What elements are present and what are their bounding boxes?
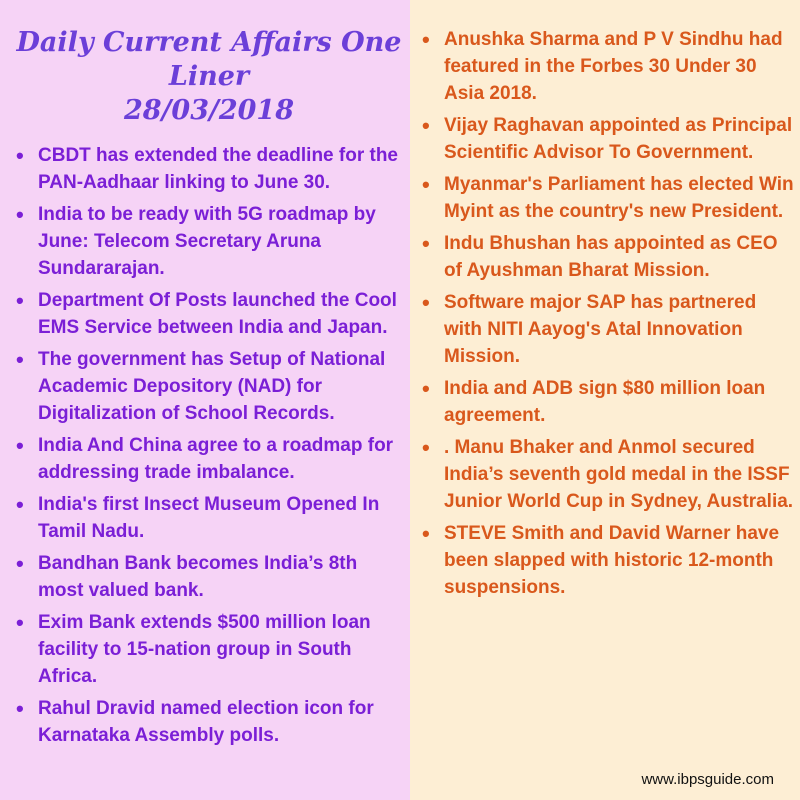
- page-title: [14, 26, 404, 128]
- title-line-1: Daily Current Affairs One Liner: [16, 27, 402, 92]
- list-item: [420, 289, 796, 370]
- list-item: [14, 432, 404, 486]
- footer-website: www.ibpsguide.com: [641, 771, 774, 788]
- bullet-icon: •: [16, 202, 24, 227]
- bullet-icon: •: [16, 347, 24, 372]
- list-item-text: Anushka Sharma and P V Sindhu had featured in the Forbes 30 Under 30 Asia 2018.: [444, 29, 783, 104]
- bullet-icon: •: [16, 288, 24, 313]
- list-item: [420, 520, 796, 601]
- list-item: [420, 434, 796, 515]
- list-item-text: STEVE Smith and David Warner have been slapped with historic 12-month suspensions.: [444, 523, 780, 598]
- list-item-text: India to be ready with 5G roadmap by June: Telecom Secretary Aruna Sundararajan.: [38, 204, 376, 279]
- list-item-text: . Manu Bhaker and Anmol secured India’s seventh gold medal in the ISSF Junior World Cup in Sydney, Australia.: [444, 437, 794, 512]
- bullet-icon: •: [422, 27, 430, 52]
- bullet-icon: •: [16, 433, 24, 458]
- list-item: [420, 230, 796, 284]
- list-item-text: India And China agree to a roadmap for addressing trade imbalance.: [38, 435, 394, 483]
- list-item: [14, 142, 404, 196]
- list-item-text: Vijay Raghavan appointed as Principal Scientific Advisor To Government.: [444, 115, 793, 163]
- bullet-icon: •: [422, 172, 430, 197]
- right-column: [410, 0, 800, 800]
- list-item: [14, 550, 404, 604]
- list-item: [14, 491, 404, 545]
- bullet-icon: •: [422, 113, 430, 138]
- list-item-text: India's first Insect Museum Opened In Tamil Nadu.: [38, 494, 380, 542]
- list-item-text: Exim Bank extends $500 million loan facility to 15-nation group in South Africa.: [38, 612, 371, 687]
- list-item-text: India and ADB sign $80 million loan agreement.: [444, 378, 766, 426]
- list-item-text: Software major SAP has partnered with NITI Aayog's Atal Innovation Mission.: [444, 292, 757, 367]
- bullet-icon: •: [16, 610, 24, 635]
- list-item-text: Bandhan Bank becomes India’s 8th most valued bank.: [38, 553, 358, 601]
- list-item: [14, 695, 404, 749]
- list-item: [420, 26, 796, 107]
- bullet-icon: •: [422, 231, 430, 256]
- bullet-icon: •: [16, 696, 24, 721]
- list-item-text: CBDT has extended the deadline for the PAN-Aadhaar linking to June 30.: [38, 145, 398, 193]
- bullet-icon: •: [422, 521, 430, 546]
- list-item: [14, 287, 404, 341]
- left-news-list: [14, 142, 404, 749]
- list-item: [420, 112, 796, 166]
- bullet-icon: •: [16, 551, 24, 576]
- bullet-icon: •: [16, 492, 24, 517]
- list-item-text: The government has Setup of National Academic Depository (NAD) for Digitalization of School Records.: [38, 349, 386, 424]
- bullet-icon: •: [16, 143, 24, 168]
- right-news-list: [420, 26, 796, 601]
- list-item-text: Department Of Posts launched the Cool EMS Service between India and Japan.: [38, 290, 397, 338]
- list-item: [14, 609, 404, 690]
- title-date: 28/03/2018: [123, 95, 294, 126]
- list-item-text: Myanmar's Parliament has elected Win Myint as the country's new President.: [444, 174, 794, 222]
- list-item: [420, 375, 796, 429]
- list-item: [420, 171, 796, 225]
- list-item: [14, 201, 404, 282]
- bullet-icon: •: [422, 376, 430, 401]
- list-item-text: Rahul Dravid named election icon for Karnataka Assembly polls.: [38, 698, 374, 746]
- bullet-icon: •: [422, 290, 430, 315]
- list-item: [14, 346, 404, 427]
- list-item-text: Indu Bhushan has appointed as CEO of Ayushman Bharat Mission.: [444, 233, 778, 281]
- bullet-icon: •: [422, 435, 430, 460]
